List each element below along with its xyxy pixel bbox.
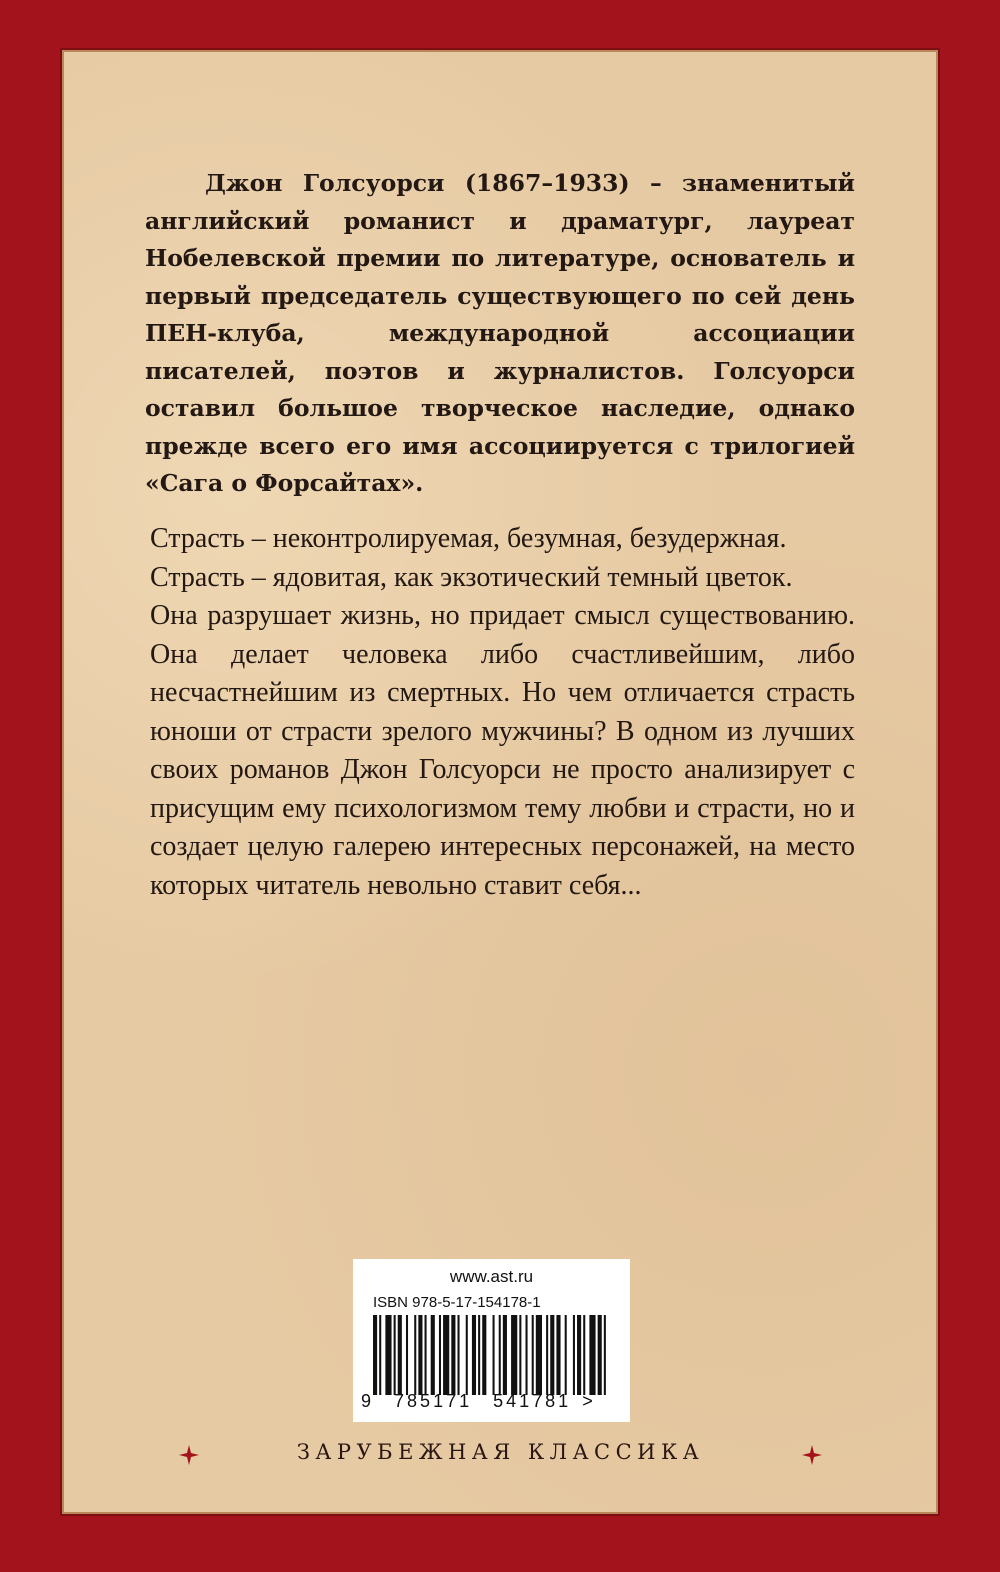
series-name: ЗАРУБЕЖНАЯ КЛАССИКА <box>296 1440 705 1464</box>
annotation-line-1: Страсть – неконтролируемая, безумная, безудержная. <box>150 523 787 554</box>
barcode-quiet-mark: > <box>582 1391 593 1411</box>
barcode-digits-right: 541781 <box>493 1391 572 1411</box>
annotation-paragraph: Она разрушает жизнь, но придает смысл существованию. Она делает человека либо счастливейшим, либо несчастнейшим из смертных. Но чем отличается страсть юноши от страсти зрелого мужчины? В одном из лучших своих романов Джон Голсуорси не просто анализирует с присущим ему психологизмом тему любви и страсти, но и создает целую галерею интересных персонажей, на место которых читатель невольно ставит себя... <box>150 600 855 901</box>
annotation-line-2: Страсть – ядовитая, как экзотический темный цветок. <box>150 561 793 593</box>
isbn-label: ISBN 978-5-17-154178-1 <box>373 1294 541 1311</box>
book-annotation <box>150 520 855 905</box>
publisher-site: www.ast.ru <box>449 1267 534 1286</box>
barcode-box <box>353 1259 630 1422</box>
author-bio: Джон Голсуорси (1867–1933) – знаменитый английский романист и драматург, лауреат Нобелевской премии по литературе, основатель и первый председатель существующего по сей день ПЕН-клуба, международной ассоциации писателей, поэтов и журналистов. Голсуорси оставил большое творческое наследие, однако прежде всего его имя ассоциируется с трилогией «Сага о Форсайтах». <box>145 169 855 497</box>
barcode-digits-left: 785171 <box>394 1391 473 1411</box>
barcode-digit-first: 9 <box>361 1391 372 1411</box>
right-ornament-icon <box>801 1444 823 1466</box>
barcode-digits <box>361 1391 623 1412</box>
barcode-bars <box>373 1315 610 1395</box>
series-footer <box>178 1440 823 1470</box>
